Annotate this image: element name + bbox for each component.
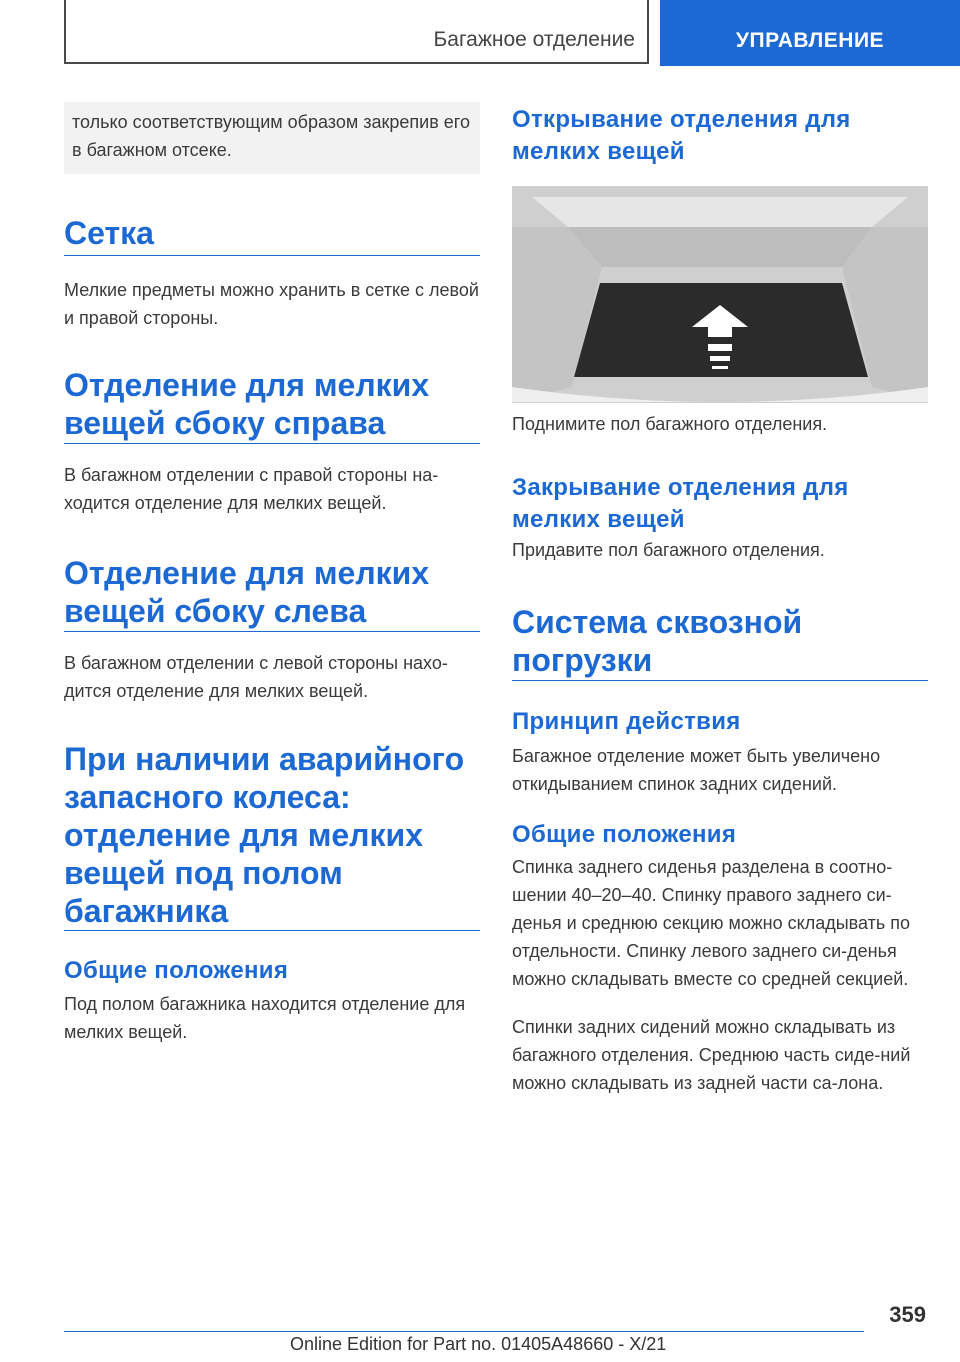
principle-text: Багажное отделение может быть увеличено откидыванием спинок задних сидений. bbox=[512, 746, 881, 794]
through-loading-heading: Система сквозной погрузки bbox=[512, 604, 803, 678]
trunk-floor-photo bbox=[512, 186, 928, 403]
right-side-compartment-text: В багажном отделении с правой стороны на-ходится отделение для мелких вещей. bbox=[64, 465, 439, 513]
general-text-right-2: Спинки задних сидений можно складывать из багажного отделения. Среднюю часть сиде-ний можно складывать из задней части са-лона. bbox=[512, 1017, 911, 1093]
spare-wheel-heading: При наличии аварийного запасного колеса: отделение для мелких вещей под полом багажника bbox=[64, 741, 465, 929]
header-section-box bbox=[64, 0, 649, 64]
close-compartment-text: Придавите пол багажного отделения. bbox=[512, 540, 825, 560]
general-subheading-right: Общие положения bbox=[512, 821, 737, 848]
right-side-compartment-heading: Отделение для мелких вещей сбоку справа bbox=[64, 367, 430, 441]
net-heading: Сетка bbox=[64, 215, 154, 251]
left-side-compartment-text: В багажном отделении с левой стороны нахо-дится отделение для мелких вещей. bbox=[64, 653, 448, 701]
footer-divider bbox=[64, 1331, 864, 1332]
left-side-compartment-heading: Отделение для мелких вещей сбоку слева bbox=[64, 555, 430, 629]
general-subheading-left: Общие положения bbox=[64, 957, 289, 984]
note-box: только соответствующим образом закрепив его в багажном отсеке. bbox=[64, 102, 480, 174]
net-text: Мелкие предметы можно хранить в сетке с левой и правой стороны. bbox=[64, 280, 479, 328]
general-text-right-1: Спинка заднего сиденья разделена в соотно-шении 40–20–40. Спинку правого заднего си-денья и среднюю секцию можно складывать по отдельности. Спинку левого заднего си-денья можно складывать вместе со средней секцией. bbox=[512, 857, 911, 989]
edition-info: Online Edition for Part no. 01405A48660 - X/21 bbox=[290, 1334, 667, 1354]
section-title: Багажное отделение bbox=[433, 28, 635, 51]
divider bbox=[64, 255, 480, 256]
divider bbox=[64, 631, 480, 632]
page-number: 359 bbox=[889, 1302, 926, 1327]
general-text-left: Под полом багажника находится отделение для мелких вещей. bbox=[64, 994, 466, 1042]
divider bbox=[64, 443, 480, 444]
principle-subheading: Принцип действия bbox=[512, 708, 741, 735]
divider bbox=[64, 930, 480, 931]
close-compartment-heading: Закрывание отделения для мелких вещей bbox=[512, 474, 849, 533]
open-compartment-heading: Открывание отделения для мелких вещей bbox=[512, 106, 851, 165]
divider bbox=[512, 680, 928, 681]
chapter-tab[interactable] bbox=[660, 0, 960, 66]
trunk-floor-illustration bbox=[512, 187, 928, 402]
photo-caption: Поднимите пол багажного отделения. bbox=[512, 414, 828, 434]
chapter-tab-label: УПРАВЛЕНИЕ bbox=[735, 29, 885, 52]
